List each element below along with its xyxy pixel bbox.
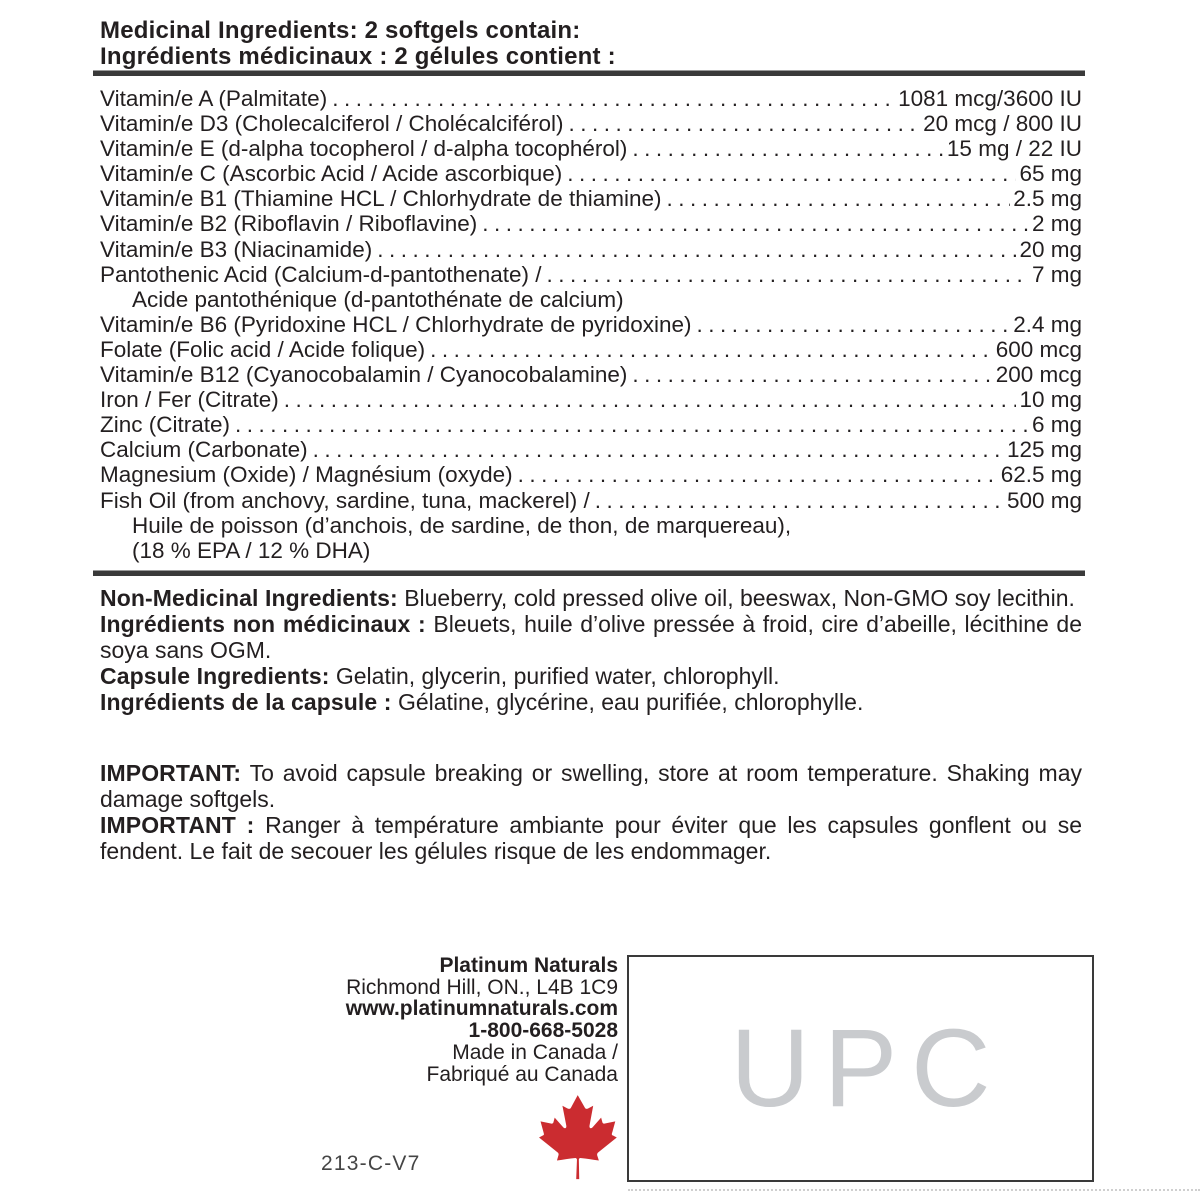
header-line-en: Medicinal Ingredients: 2 softgels contain: [100,17,581,44]
dot-leader [569,111,921,137]
non-medicinal-fr-text: Bleuets, huile d’olive pressée à froid, cire d’abeille, lécithine de soya sans OGM. [100,610,1082,663]
dot-leader [697,312,1011,338]
ingredient-name: Vitamin/e B3 (Niacinamide) [100,236,373,262]
ingredient-value: 125 mg [1006,437,1082,463]
ingredient-continuation: (18 % EPA / 12 % DHA) [132,537,371,563]
non-medicinal-en-label: Non-Medicinal Ingredients: [100,585,398,611]
table-row [100,412,1082,437]
capsule-fr-label: Ingrédients de la capsule : [100,688,392,715]
company-name: Platinum Naturals [439,954,618,977]
important-en-text: To avoid capsule breaking or swelling, store at room temperature. Shaking may damage softgels. [100,760,1082,812]
table-row [100,462,1082,487]
dot-leader [632,136,944,162]
company-address: Richmond Hill, ON., L4B 1C9 [346,975,618,999]
ingredient-name: Pantothenic Acid (Calcium-d-pantothenate) / [100,261,542,287]
ingredient-name: Magnesium (Oxide) / Magnésium (oxyde) [100,462,513,488]
dot-leader [632,362,992,388]
dot-leader [313,437,1004,463]
capsule-en-text: Gelatin, glycerin, purified water, chlorophyll. [335,662,780,689]
dot-leader [518,462,998,488]
capsule-fr-text: Gélatine, glycérine, eau purifiée, chlorophylle. [397,688,864,715]
table-row [100,237,1082,262]
ingredient-name: Vitamin/e A (Palmitate) [100,86,328,111]
dot-leader [567,161,1016,187]
label-version-code: 213-C-V7 [321,1152,421,1175]
company-info-block [100,955,618,1085]
company-phone: 1-800-668-5028 [468,1019,618,1043]
trim-dotted-line [628,1189,1200,1191]
table-row [100,362,1082,387]
dot-leader [430,337,993,363]
non-medicinal-fr-paragraph [100,612,1082,664]
divider-rule-bottom [93,570,1085,576]
ingredient-value: 20 mg [1019,236,1082,262]
ingredient-value: 200 mcg [995,362,1082,388]
ingredient-value: 2.5 mg [1013,186,1082,212]
ingredient-value: 600 mcg [995,336,1082,362]
dot-leader [377,237,1016,263]
table-row [100,211,1082,236]
capsule-en-paragraph [100,664,1082,690]
ingredient-value: 15 mg / 22 IU [946,136,1082,162]
ingredient-name: Iron / Fer (Citrate) [100,387,279,413]
dot-leader [595,488,1004,514]
ingredient-name: Vitamin/e D3 (Cholecalciferol / Cholécalciférol) [100,111,564,137]
made-in-canada-en: Made in Canada / [452,1040,618,1064]
important-en-label: IMPORTANT: [100,760,242,786]
ingredient-value: 2 mg [1031,211,1082,237]
capsule-fr-paragraph [100,690,1082,716]
ingredient-name: Vitamin/e B6 (Pyridoxine HCL / Chlorhydrate de pyridoxine) [100,311,692,337]
other-ingredients-section [100,586,1082,716]
ingredient-name: Folate (Folic acid / Acide folique) [100,336,426,362]
table-row [100,136,1082,161]
made-in-canada-fr: Fabriqué au Canada [426,1062,618,1086]
dot-leader [235,412,1029,438]
header-line-fr: Ingrédients médicinaux : 2 gélules contient : [100,43,616,70]
dot-leader [667,186,1011,212]
table-row [100,337,1082,362]
ingredient-name: Vitamin/e B1 (Thiamine HCL / Chlorhydrate de thiamine) [100,186,662,212]
important-fr-paragraph [100,813,1082,865]
non-medicinal-fr-label: Ingrédients non médicinaux : [100,610,426,637]
ingredient-value: 20 mcg / 800 IU [923,111,1082,137]
ingredient-name: Vitamin/e E (d-alpha tocopherol / d-alpha tocophérol) [100,136,628,162]
important-fr-text: Ranger à température ambiante pour éviter que les capsules gonflent ou se fendent. Le fait de secouer les gélules risque de les endommager. [100,811,1083,864]
table-row [100,437,1082,462]
upc-placeholder-box [627,955,1094,1182]
table-row [100,111,1082,136]
ingredient-name: Vitamin/e C (Ascorbic Acid / Acide ascorbique) [100,161,563,187]
important-section [100,761,1082,865]
ingredient-name: Vitamin/e B2 (Riboflavin / Riboflavine) [100,211,478,237]
important-fr-label: IMPORTANT : [100,811,255,838]
dot-leader [482,211,1029,237]
ingredient-value: 62.5 mg [1000,462,1082,488]
upc-placeholder-text: UPC [730,1007,1005,1130]
dot-leader [284,387,1017,413]
ingredient-continuation: Huile de poisson (d’anchois, de sardine, de thon, de marquereau), [132,512,792,538]
table-row [100,312,1082,337]
ingredient-name: Calcium (Carbonate) [100,437,308,463]
non-medicinal-en-text: Blueberry, cold pressed olive oil, beeswax, Non-GMO soy lecithin. [404,585,1075,611]
dot-leader [547,262,1029,288]
ingredient-value: 7 mg [1031,261,1082,287]
company-website: www.platinumnaturals.com [345,997,618,1021]
ingredient-value: 1081 mcg/3600 IU [898,86,1082,111]
medicinal-ingredients-table [100,86,1082,563]
ingredient-continuation: Acide pantothénique (d-pantothénate de calcium) [132,286,624,312]
ingredient-value: 10 mg [1019,387,1082,413]
table-row [100,161,1082,186]
capsule-en-label: Capsule Ingredients: [100,662,330,689]
table-row [100,186,1082,211]
table-row [100,488,1082,513]
ingredient-value: 500 mg [1006,487,1082,513]
ingredient-name: Zinc (Citrate) [100,412,231,438]
ingredient-name: Fish Oil (from anchovy, sardine, tuna, mackerel) / [100,487,590,513]
important-en-paragraph [100,761,1082,813]
ingredient-value: 2.4 mg [1013,311,1082,337]
ingredient-value: 65 mg [1019,161,1082,187]
table-row [100,387,1082,412]
maple-leaf-icon [536,1088,620,1185]
non-medicinal-en-paragraph [100,586,1082,612]
dot-leader [332,86,895,112]
ingredient-value: 6 mg [1031,412,1082,438]
table-row [100,262,1082,287]
ingredient-name: Vitamin/e B12 (Cyanocobalamin / Cyanocobalamine) [100,362,628,388]
medicinal-ingredients-header [100,18,1082,70]
divider-rule-top [93,70,1085,76]
table-row [100,86,1082,111]
